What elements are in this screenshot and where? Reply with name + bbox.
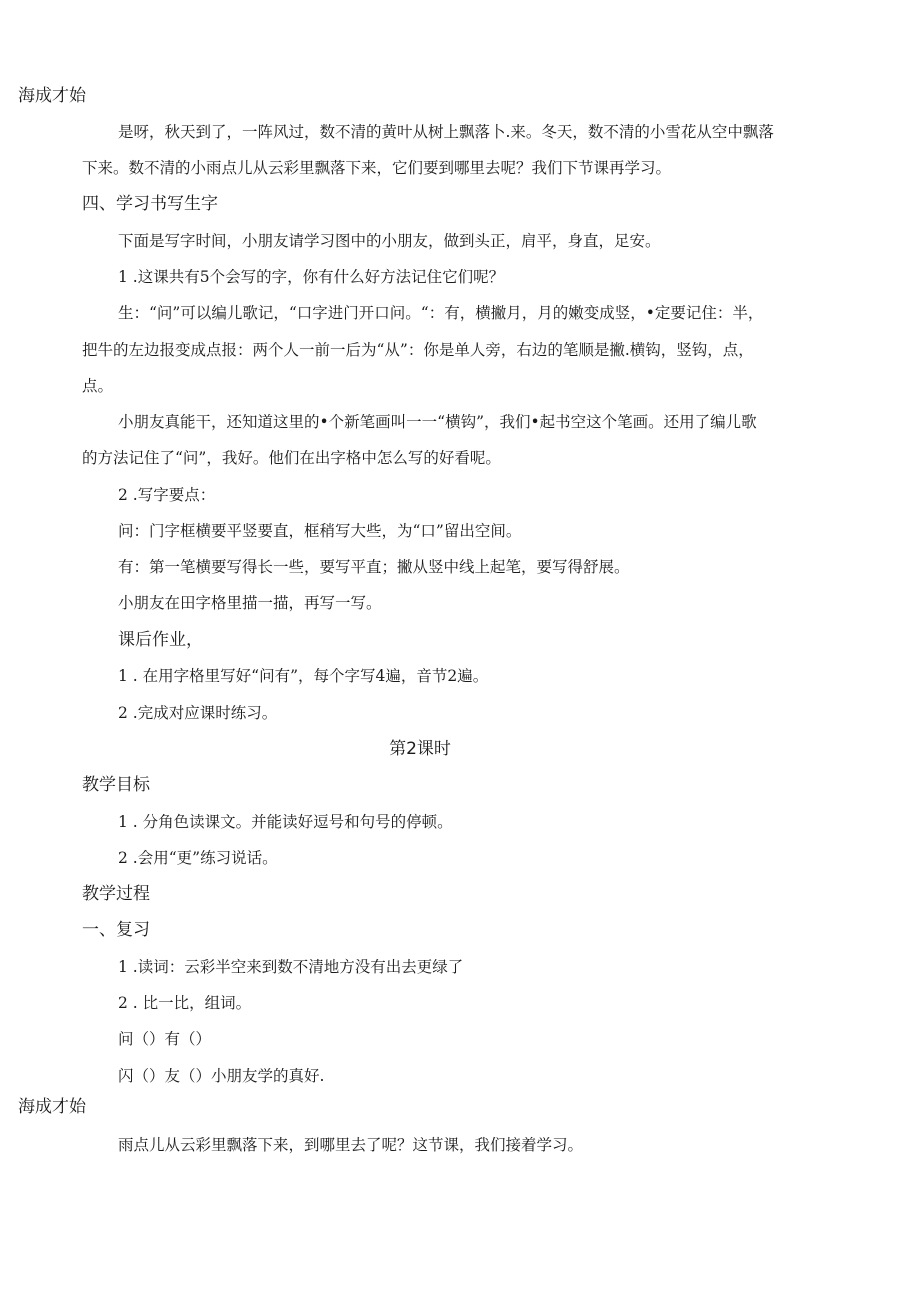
review-item-4: 闪（）友（）小朋友学的真好. [118, 1067, 325, 1085]
process-title: 教学过程 [82, 884, 150, 904]
homework-item-1: 1 . 在用字格里写好“问有”，每个字写4遍，音节2遍。 [118, 667, 489, 685]
homework-item-2: 2 .完成对应课时练习。 [118, 704, 278, 722]
review-title: 一、复习 [82, 920, 150, 940]
page-header: 海成才始 [18, 1097, 86, 1117]
answer-line-2: 把牛的左边报变成点报：两个人一前一后为“从”：你是单人旁，右边的笔顺是撇.横钩，竖钩，点， [82, 341, 754, 359]
praise-line-1: 小朋友真能干，还知道这里的•个新笔画叫一一“横钩”，我们•起书空这个笔画。还用了编儿歌 [118, 413, 757, 431]
page-header: 海成才始 [18, 86, 86, 106]
homework-title: 课后作业， [118, 630, 203, 650]
answer-line-1: 生：“问”可以编儿歌记，“口字进门开口问。“：有，横撇月，月的嫩变成竖，•定要记住：半， [118, 304, 764, 322]
writing-tip-you: 有：第一笔横要写得长一些，要写平直；撇从竖中线上起笔，要写得舒展。 [118, 558, 630, 576]
closing-paragraph: 雨点儿从云彩里飘落下来，到哪里去了呢？这节课，我们接着学习。 [118, 1136, 584, 1154]
praise-line-2: 的方法记住了“问”，我好。他们在出字格中怎么写的好看呢。 [82, 449, 501, 467]
lesson-title: 第2课时 [389, 739, 451, 759]
intro-line-1: 是呀，秋天到了，一阵风过，数不清的黄叶从树上飘落卜.来。冬天，数不清的小雪花从空中飘落 [118, 123, 774, 141]
answer-line-3: 点。 [82, 377, 114, 395]
goal-item-2: 2 .会用“更”练习说话。 [118, 849, 278, 867]
section-title: 四、学习书写生字 [82, 194, 218, 214]
goal-item-1: 1 . 分角色读课文。并能读好逗号和句号的停顿。 [118, 813, 453, 831]
paragraph: 小朋友在田字格里描一描，再写一写。 [118, 594, 382, 612]
writing-tip-wen: 问：门字框横要平竖要直，框稍写大些，为“口”留出空间。 [118, 522, 522, 540]
review-item-3: 问（）有（） [118, 1030, 212, 1048]
numbered-item: 1 .这课共有5个会写的字，你有什么好方法记住它们呢？ [118, 268, 505, 286]
review-item-1: 1 .读词：云彩半空来到数不清地方没有出去更绿了 [118, 958, 464, 976]
review-item-2: 2 . 比一比，组词。 [118, 994, 252, 1012]
paragraph: 下面是写字时间，小朋友请学习图中的小朋友，做到头正，肩平，身直，足安。 [118, 232, 661, 250]
numbered-item: 2 .写字要点： [118, 486, 216, 504]
goals-title: 教学目标 [82, 775, 150, 795]
intro-line-2: 下来。数不清的小雨点儿从云彩里飘落下来，它们要到哪里去呢？我们下节课再学习。 [82, 159, 672, 177]
